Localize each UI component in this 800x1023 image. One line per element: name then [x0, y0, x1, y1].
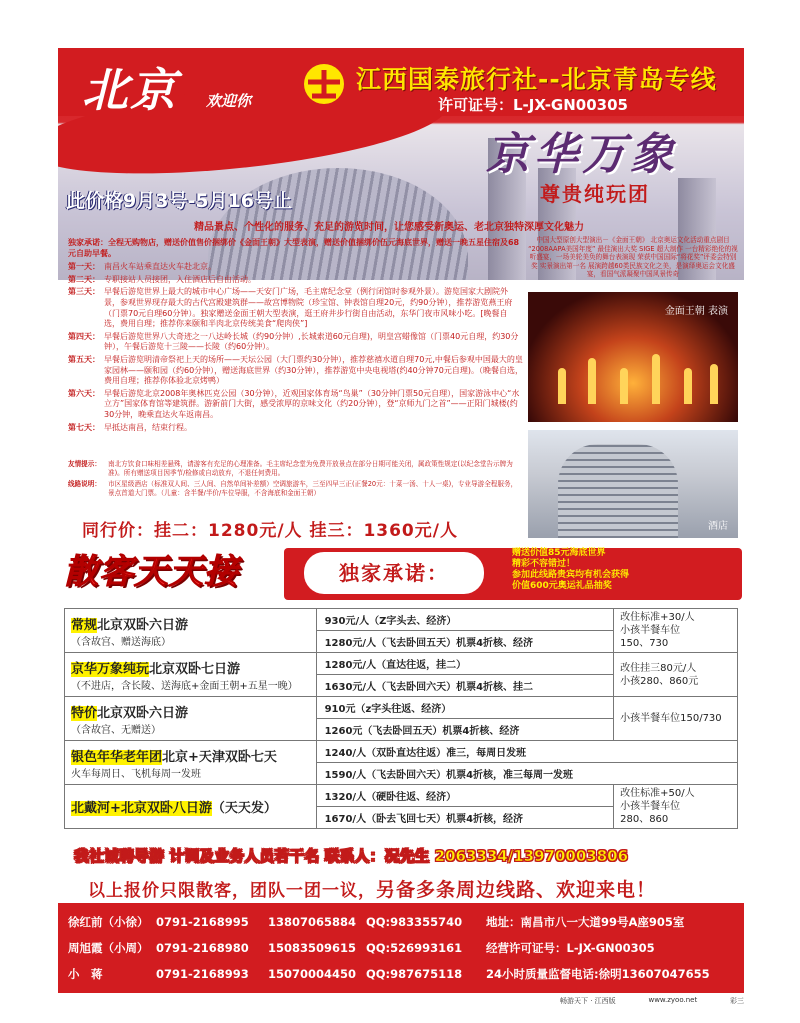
tour-price: 1240/人（双卧直达往返）准三，每周日发班 — [316, 741, 737, 763]
tour-sub: （含故宫、赠送海底） — [71, 636, 171, 648]
contact-row — [68, 909, 734, 935]
advertisement-page — [58, 48, 744, 993]
day-label: 第七天： — [68, 422, 100, 432]
tour-sub: （不进店，含长陵、送海底+金面王朝+五星一晚） — [71, 680, 298, 692]
tour-name-highlight: 特价 — [71, 705, 98, 721]
contact-row — [68, 935, 734, 961]
tip-label: 友情提示： — [68, 460, 101, 468]
contact-phone: 0791-2168993 — [156, 967, 249, 981]
tour-name: （天天发） — [211, 801, 277, 816]
tour-note-line: 改住挂三80元/人 — [620, 662, 697, 674]
contact-qq: QQ:526993161 — [366, 941, 463, 955]
tour-sub: 火车每周日、飞机每周一发班 — [71, 768, 201, 780]
contact-mobile: 15070004450 — [268, 967, 357, 981]
itinerary-day — [68, 389, 523, 421]
day-text: 早餐后游览北京2008年奥林匹克公园（30分钟），近观国家体育场“鸟巢”（30分钟门票50元自理），国家游泳中心“水立方”国家体育馆等建筑群。游新前门大街，感受浓厚的京味文化（约20分钟），登“京师九门之首”——正阳门城楼(约30分钟，晚乘直达火车返南昌。 — [104, 388, 520, 419]
day-label: 第三天： — [68, 287, 100, 297]
contact-extra: 地址：南昌市八一大道99号A座905室 — [486, 915, 685, 929]
price-notice-part2: 另备多条周边线路、欢迎来电！ — [376, 879, 657, 901]
contact-qq: QQ:987675118 — [366, 967, 463, 981]
tour-price: 1320/人（硬卧往返、经济） — [316, 785, 614, 807]
hotel-photo — [528, 430, 738, 538]
tour-name-cell — [65, 697, 317, 741]
tour-sub: （含故宫、无赠送） — [71, 724, 161, 736]
footer-publication: 畅游天下 · 江西版 — [560, 997, 616, 1005]
itinerary-day — [68, 287, 523, 329]
hotel-building — [558, 444, 678, 538]
contact-phone: 0791-2168995 — [156, 915, 249, 929]
day-label: 第四天： — [68, 331, 100, 341]
brand-tagline: 尊贵纯玩团 — [540, 182, 650, 206]
table-row — [65, 609, 738, 631]
tip-text: 市区星级酒店（标准双人间、三人间、自然单间补差额）空调旅游车，三至四早三正(正餐20元：十菜一汤、十人一桌)，专业导游全程服务，景点首道大门票。（儿童：含半餐/半价/车位导服，不含海底和金面王朝） — [108, 480, 518, 497]
tour-note-line: 150、730 — [620, 638, 669, 649]
promise-line: 赠送价值85元海底世界 — [512, 548, 606, 558]
recruitment-notice: 我社诚聘导游 计调及业务人员若干名 联系人：况先生 2063334/13970003806 — [74, 847, 629, 865]
contact-mobile: 13807065884 — [268, 915, 357, 929]
table-row — [65, 653, 738, 675]
exclusive-promise-text: 独家承诺：全程无购物店，赠送价值售价捆绑价《金面王朝》大型表演，赠送价值捆绑价伍元海底世界，赠送一晚五星住宿及68元自助早餐。 — [68, 238, 520, 258]
daily-departure-title: 散客天天接 — [64, 552, 239, 592]
performer-figure — [652, 354, 660, 404]
tip-row — [68, 460, 523, 478]
contacts-panel — [58, 903, 744, 993]
table-row — [65, 741, 738, 763]
day-text: 专职接站人员接团，入住酒店后自由活动。 — [104, 274, 256, 284]
tour-note-line: 改住标准+50/人 — [620, 788, 695, 799]
table-row — [65, 785, 738, 807]
company-logo-icon — [298, 62, 350, 106]
itinerary-day — [68, 355, 523, 387]
promise-title: 独家承诺： — [304, 552, 484, 594]
contact-name: 小 蒋 — [68, 967, 103, 981]
itinerary-day — [68, 423, 523, 434]
slogan: 精品景点、个性化的服务、充足的游览时间，让您感受新奥运、老北京独特深厚文化魅力 — [194, 222, 584, 233]
contact-extra: 24小时质量监督电话:徐明13607047655 — [486, 967, 710, 981]
contact-phone: 0791-2168980 — [156, 941, 249, 955]
tour-price: 1280元/人（飞去卧回五天）机票4折核、经济 — [316, 631, 614, 653]
tour-name-cell — [65, 741, 317, 785]
day-label: 第六天： — [68, 388, 100, 398]
tour-note-line: 280、860 — [620, 814, 669, 825]
tour-price: 930元/人（Z字头去、经济） — [316, 609, 614, 631]
itinerary-day — [68, 275, 523, 286]
tour-price: 1260元（飞去卧回五天）机票4折核、经济 — [316, 719, 614, 741]
footer-site: www.zyoo.net — [648, 996, 698, 1004]
price-notice — [88, 875, 656, 902]
contact-mobile: 15083509615 — [268, 941, 357, 955]
brand-title: 京华万象 — [486, 129, 678, 180]
welcome-text: 欢迎你 — [206, 92, 252, 110]
tour-name-cell — [65, 785, 317, 829]
tour-name: 北京双卧六日游 — [97, 617, 189, 633]
tour-price-table — [64, 608, 738, 829]
tour-note — [614, 653, 738, 697]
contact-qq: QQ:983355740 — [366, 915, 463, 929]
promise-line: 精彩不容错过！ — [512, 559, 576, 569]
day-text: 早抵达南昌，结束行程。 — [104, 422, 192, 432]
show-photo-label: 金面王朝 表演 — [664, 306, 728, 317]
beijing-logo-text: 北京 — [82, 63, 178, 117]
performer-figure — [558, 368, 566, 404]
peer-price: 同行价：挂二：1280元/人 挂三：1360元/人 — [82, 521, 458, 541]
tour-note-line: 小孩半餐车位150/730 — [620, 713, 722, 724]
contact-name: 周旭霞（小周） — [68, 941, 149, 955]
tour-name-cell — [65, 653, 317, 697]
tour-note-line: 改住标准+30/人 — [620, 612, 695, 623]
tour-price: 1630元/人（飞去卧回六天）机票4折核、挂二 — [316, 675, 614, 697]
tip-label: 线路说明： — [68, 480, 101, 488]
show-caption: 中国大型原创大型演出－《金面王朝》 北京奥运文化活动重点剧目 “2008AAPA美国年度” 最佳演出大奖 SIGE 超大制作 一台精彩绝伦的视听盛宴，一场美轮美奂的舞台表演现 荣获中国国际“将花奖”评委会特别奖 实景演出第一名 展演跨越60类民族文化之美，是演绎奥运会文化盛宴，看国气派凝聚中国风景传奇 — [528, 236, 738, 279]
tour-note-line: 小孩半餐车位 — [620, 801, 681, 812]
price-validity: 此价格9月3号-5月16号止 — [66, 190, 292, 212]
day-label: 第一天： — [68, 262, 100, 272]
tour-price: 1280元/人（直达往返，挂二） — [316, 653, 614, 675]
tour-note — [614, 609, 738, 653]
table-row — [65, 697, 738, 719]
day-text: 南昌火车站乘直达火车赴北京。 — [104, 262, 216, 272]
day-text: 早餐后游览世界上最大的城市中心广场——天安门广场，毛主席纪念堂（例行闭馆时参观外景）。游览国家大剧院外景，参观世界现存最大的古代宫殿建筑群——故宫博物院（珍宝馆、钟表馆自理20元，约90分钟），推荐游览燕王府（门票70元自理60分钟）。独家赠送金面王朝大型表演，逛王府井步行街自由活动，东华门夜市风味小吃。[晚餐自选，费用自理；推荐你来颐和半肉北京传统美食“爬肉侠”] — [104, 287, 513, 329]
tour-name-cell — [65, 609, 317, 653]
tour-note-line: 小孩280、860元 — [620, 675, 699, 687]
tour-price: 1590/人（飞去卧回六天）机票4折核，准三每周一发班 — [316, 763, 737, 785]
itinerary-day — [68, 262, 523, 273]
tip-row — [68, 480, 523, 498]
tour-price: 1670/人（卧去飞回七天）机票4折核，经济 — [316, 807, 614, 829]
performer-figure — [710, 364, 718, 404]
performer-figure — [620, 368, 628, 404]
tour-note — [614, 697, 738, 741]
day-text: 早餐后游览明清帝祭祀上天的场所——天坛公园（大门票约30分钟），推荐慈禧水道自理70元,中餐后参观中国最大的皇家园林——颐和园（约60分钟），赠送海底世界（约30分钟），推荐游览中央电视塔(约40分钟70元自理)。（晚餐自选，费用自理；推荐你体验北京烤鸭） — [104, 354, 523, 386]
day-text: 早餐后游览世界八大奇迹之一八达岭长城（约90分钟）,长城索道60元自理)，明皇宫蜡像馆（门票40元自理，约30分钟），午餐后游览十三陵——长陵（约60分钟）。 — [104, 331, 519, 352]
performer-figure — [684, 368, 692, 404]
page-footer — [560, 996, 744, 1006]
promise-line: 价值600元奥运礼品抽奖 — [512, 581, 612, 591]
contact-row — [68, 961, 734, 987]
promise-line: 参加此线路贵宾均有机会获得 — [512, 570, 630, 580]
itinerary-day — [68, 332, 523, 353]
tour-name-highlight: 北戴河+北京双卧八日游 — [71, 801, 212, 816]
tour-name-highlight: 银色年华老年团 — [71, 749, 163, 765]
tips-section — [68, 460, 523, 500]
contact-name: 徐红前（小徐） — [68, 915, 149, 929]
tour-name-highlight: 常规 — [71, 617, 98, 633]
day-label: 第五天： — [68, 354, 100, 364]
itinerary — [68, 238, 523, 435]
tip-text: 南北方饮食口味相差悬殊，请游客有充足的心理准备。毛主席纪念堂为免费开放景点在部分日期可能关闭，属政策性规定(以纪念堂告示牌为准)。所有赠送项目因季节/检修或自动放弃，不退任何费用。 — [108, 460, 513, 477]
tour-name: 北京双卧六日游 — [97, 705, 189, 721]
footer-page: 彩三 — [729, 997, 744, 1005]
tour-note — [614, 785, 738, 829]
day-label: 第二天： — [68, 274, 100, 284]
license-number: 许可证号：L-JX-GN00305 — [438, 96, 628, 114]
contact-extra: 经营许可证号：L-JX-GN00305 — [486, 941, 655, 955]
tour-name: 北京+天津双卧七天 — [162, 749, 277, 765]
golden-mask-show-photo — [528, 292, 738, 422]
tour-name-highlight: 京华万象纯玩 — [71, 661, 150, 677]
promise-lines — [512, 548, 738, 592]
hotel-photo-label: 酒店 — [708, 521, 728, 532]
tour-note-line: 小孩半餐车位 — [620, 625, 681, 636]
tour-price: 910元（z字头往返、经济） — [316, 697, 614, 719]
performer-figure — [588, 358, 596, 404]
price-notice-part1: 以上报价只限散客，团队一团一议， — [88, 881, 376, 901]
company-name: 江西国泰旅行社--北京青岛专线 — [356, 65, 717, 94]
tour-name: 北京双卧七日游 — [149, 661, 241, 677]
